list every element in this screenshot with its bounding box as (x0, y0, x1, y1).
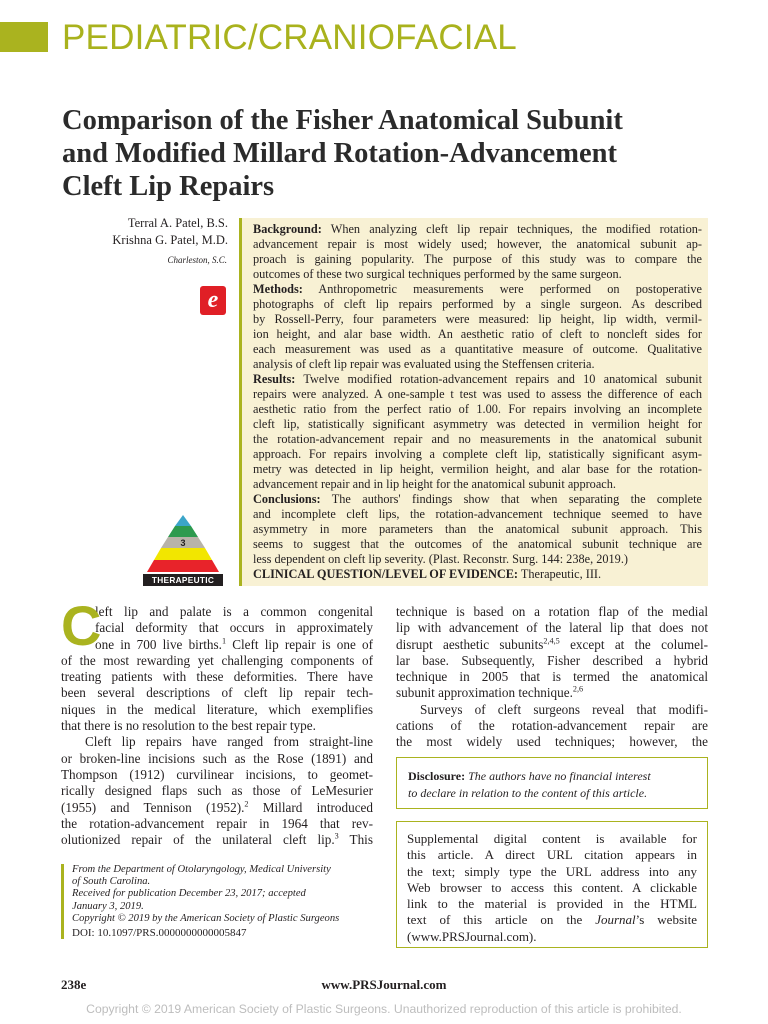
abstract-line: ion height, and alar base width. An aesthetic ratio of cleft to noncleft sides for (253, 327, 702, 341)
abstract-line: seems to suggest that the outcomes of the anatomical subunit technique are (253, 537, 702, 551)
abstract-line: photographs of cleft lip repairs performed by a single surgeon. As described (253, 297, 702, 311)
supplemental-e-icon[interactable]: e (200, 286, 226, 315)
abstract-line: by Rossell-Perry, four parameters were measured: lip height, lip width, vermil- (253, 312, 702, 326)
affiliation-line: of South Carolina. (72, 876, 151, 888)
supplemental-line: Supplemental digital content is available for (407, 831, 697, 846)
citation: 3 (334, 831, 339, 841)
abstract-line: asymmetry in more parameters than the anatomical subunit approach. This (253, 522, 702, 536)
body-line: Surveys of cleft surgeons reveal that modifi- (420, 701, 708, 717)
body-line: except at the columel- (559, 636, 708, 652)
clinical-question-answer: Therapeutic, III. (518, 567, 602, 581)
journal-url-link[interactable]: www.PRSJournal.com (321, 977, 447, 992)
body-line: rically designed flaps such as those of LeMesurier (61, 783, 373, 799)
title-line: and Modified Millard Rotation-Advancement (62, 138, 617, 169)
abstract-line: advancement repair is most widely used; however, the anatomical subunit ap- (253, 237, 702, 251)
body-line: This (338, 832, 373, 848)
journal-name: Journal (595, 912, 636, 928)
supplemental-url[interactable]: (www.PRSJournal.com). (407, 928, 537, 944)
abstract-conclusions (253, 492, 702, 567)
supplemental-line: the text; simply type the URL address into any (407, 863, 697, 879)
body-column-right (396, 604, 708, 751)
author-location: Charleston, S.C. (167, 255, 227, 265)
pyramid-tier (175, 515, 191, 526)
body-line: disrupt aesthetic subunits (396, 636, 544, 652)
citation: 1 (221, 636, 227, 646)
body-line: facial deformity that occurs in approximately (95, 620, 373, 636)
supplemental-line: text of this article on the (407, 912, 583, 928)
abstract-line: the rotation-advancement repair and no measurements in the anatomical subunit (253, 432, 702, 446)
abstract-label: Conclusions: (253, 492, 321, 506)
body-line: Cleft lip repair is one of (226, 636, 373, 652)
body-line: the rotation-advancement repair in 1964 that rev- (61, 815, 373, 831)
body-line: treating patients with these deformities. There have (61, 669, 373, 685)
author-list (60, 215, 228, 248)
body-line: technique is based on a rotation flap of the medial (396, 604, 708, 619)
body-line: Thompson (1912) curvilinear incisions, to geomet- (61, 766, 373, 782)
body-line: of the most rewarding yet challenging components of (61, 652, 373, 668)
body-line: technique in 2005 that is termed the anatomical (396, 669, 708, 685)
section-accent-bar (0, 22, 48, 52)
abstract-box (239, 218, 708, 586)
body-paragraph (396, 604, 708, 702)
abstract-line: advancement repair and in lip height for the anatomical subunit approach. (253, 477, 616, 491)
abstract-line: repairs were analyzed. A one-sample t test was used to assess the difference of each (253, 387, 702, 401)
abstract-results (253, 372, 702, 492)
body-paragraph (396, 702, 708, 751)
pyramid-tier (168, 526, 198, 537)
abstract-methods (253, 282, 702, 372)
disclosure-box (396, 757, 708, 809)
body-line: subunit approximation technique. (396, 685, 573, 701)
supplemental-content-box (396, 821, 708, 948)
affiliation-line: January 3, 2019. (72, 900, 144, 912)
body-line: lar base. Subsequently, Fisher described a hybrid (396, 652, 708, 668)
disclosure-label: Disclosure: (408, 769, 466, 783)
author-name: Krishna G. Patel, M.D. (112, 232, 228, 247)
body-line: one in 700 live births. (95, 636, 222, 652)
abstract-line: metry was detected in lip height, vermilion height, and alar base for the rotation- (253, 462, 702, 476)
body-line: or broken-line incisions such as the Rose (1891) and (61, 750, 373, 766)
drop-cap: C (61, 594, 102, 657)
abstract-line: proach is gaining popularity. The purpose of this study was to compare the (253, 252, 702, 266)
affiliation-line: Received for publication December 23, 2017; accepted (72, 888, 306, 900)
body-line: been several descriptions of cleft lip repair tech- (61, 685, 373, 701)
citation: 2,6 (572, 685, 584, 695)
abstract-line: approach. For repairs involving a complete cleft lip, statistically significant asym- (253, 447, 702, 461)
clinical-question-label: CLINICAL QUESTION/LEVEL OF EVIDENCE: (253, 567, 519, 581)
doi-link[interactable]: DOI: 10.1097/PRS.0000000000005847 (72, 927, 247, 940)
abstract-line: aesthetic ratio from the perfect ratio of 1.00. For repairs involving an incomplete (253, 402, 702, 416)
page-number: 238e (61, 977, 87, 992)
disclosure-text: to declare in relation to the content of this article. (408, 785, 648, 800)
pyramid-tier (154, 548, 212, 560)
body-line: the most widely used techniques; however, the (396, 734, 708, 750)
citation: 2,4,5 (543, 636, 560, 646)
abstract-label: Results: (253, 372, 296, 386)
copyright-notice: Copyright © 2019 American Society of Plastic Surgeons. Unauthorized reproduction of this article is prohibited. (86, 1002, 682, 1016)
citation: 2 (244, 799, 249, 809)
evidence-type-label: THERAPEUTIC (143, 574, 223, 586)
abstract-line: When analyzing cleft lip repair techniques, the modified rotation- (321, 222, 702, 236)
abstract-line: Twelve modified rotation-advancement repairs and 10 anatomical subunit (295, 372, 702, 386)
disclosure-text: The authors have no financial interest (465, 769, 651, 783)
affiliation-line: Copyright © 2019 by the American Society of Plastic Surgeons (72, 912, 340, 924)
abstract-line: analysis of cleft lip repair was evaluated using the Steffensen criteria. (253, 357, 595, 371)
author-name: Terral A. Patel, B.S. (127, 216, 228, 230)
abstract-label: Methods: (253, 282, 303, 296)
body-line: niques in the medical literature, which exemplifies (61, 701, 373, 717)
abstract-line: Anthropometric measurements were performed on postoperative (302, 282, 702, 296)
body-line: that there is no resolution to the best repair type. (61, 718, 316, 734)
abstract-background (253, 222, 702, 282)
title-line: Cleft Lip Repairs (62, 171, 275, 202)
evidence-level-number: 3 (180, 538, 186, 548)
supplemental-line: ’s website (635, 912, 698, 928)
supplemental-line: this article. A direct URL citation appears in (407, 847, 697, 863)
body-line: cations of the rotation-advancement repair are (396, 718, 708, 734)
abstract-line: less dependent on cleft lip severity. (Plast. Reconstr. Surg. 144: 238e, 2019.) (253, 552, 628, 566)
pyramid-tier (147, 560, 219, 572)
affiliation-box (61, 864, 373, 939)
abstract-line: The authors' findings show that when separating the complete (320, 492, 702, 506)
article-title (62, 104, 742, 203)
section-title: PEDIATRIC/CRANIOFACIAL (62, 18, 517, 57)
supplemental-line: link to the material is provided in the HTML (407, 896, 697, 912)
title-line: Comparison of the Fisher Anatomical Subunit (62, 105, 623, 136)
body-paragraph (61, 594, 373, 734)
abstract-line: cleft lip, statistically significant asymmetry was detected in vermilion height for (253, 417, 702, 431)
abstract-line: and incomplete cleft lips, the rotation-advancement technique seemed to have (253, 507, 702, 521)
supplemental-line: Web browser to access this content. A clickable (407, 879, 697, 895)
clinical-question (253, 567, 702, 582)
body-line: Millard introduced (248, 799, 374, 815)
body-paragraph (61, 734, 373, 848)
abstract-line: each measurement was used as a quantitative measure of outcome. Qualitative (253, 342, 702, 356)
body-line: lip with advancement of the lateral lip that does not (396, 620, 708, 636)
body-line: left lip and palate is a common congenital (95, 604, 373, 619)
affiliation-line: From the Department of Otolaryngology, Medical University (72, 864, 331, 875)
body-line: olutionized repair of the unilateral cleft lip. (61, 832, 335, 848)
body-line: Cleft lip repairs have ranged from straight-line (85, 734, 373, 750)
abstract-label: Background: (253, 222, 322, 236)
body-column-left (61, 594, 374, 848)
abstract-line: outcomes of these two surgical techniques performed by the same surgeon. (253, 267, 622, 281)
body-line: (1955) and Tennison (1952). (61, 799, 245, 815)
